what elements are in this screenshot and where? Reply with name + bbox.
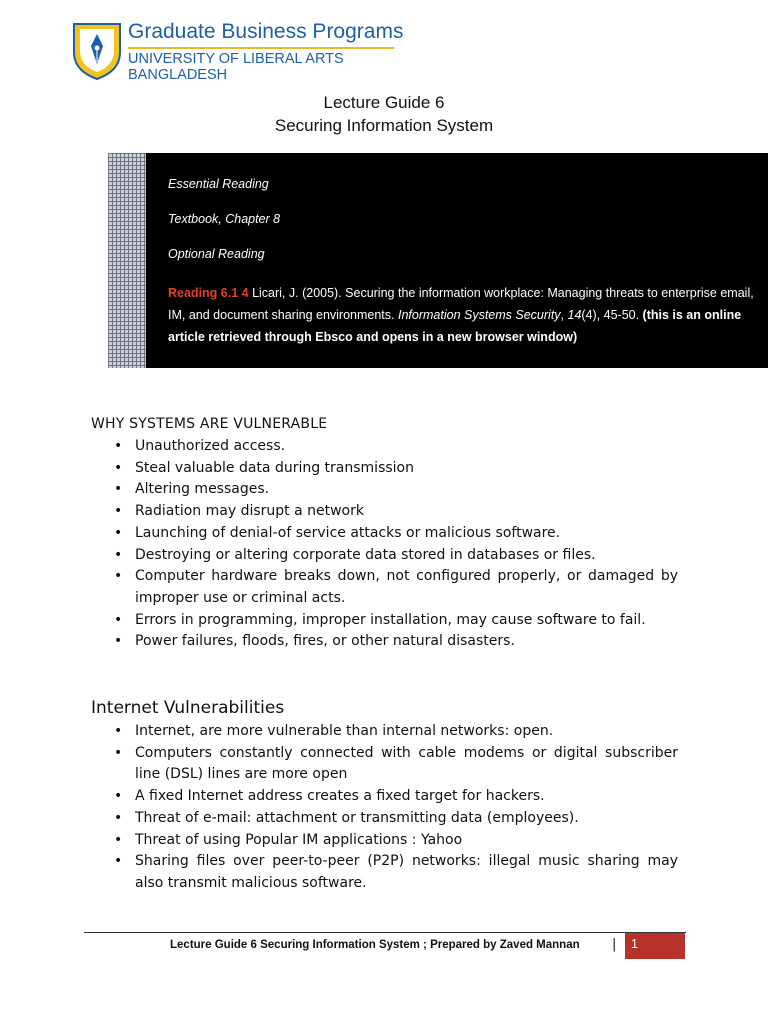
grid-pattern [108, 153, 146, 368]
list-item: • Altering messages. [113, 479, 678, 501]
journal-title: Information Systems Security [397, 308, 561, 322]
internet-vulnerability-list [113, 721, 678, 895]
university-logo [72, 20, 404, 84]
list-item: • Errors in programming, improper installation, may cause software to fail. [113, 610, 678, 632]
page-title: Lecture Guide 6 [323, 93, 445, 112]
list-item: • Power failures, floods, fires, or other natural disasters. [113, 631, 678, 653]
list-item: • A fixed Internet address creates a fixed target for hackers. [113, 786, 678, 808]
list-item: • Threat of e-mail: attachment or transmitting data (employees). [113, 808, 678, 830]
list-item: • Computers constantly connected with cable modems or digital subscriber line (DSL) lines are more open [113, 743, 678, 786]
list-item: • Launching of denial-of service attacks or malicious software. [113, 523, 678, 545]
vulnerability-list [113, 436, 678, 653]
logo-title: Graduate Business Programs [128, 20, 404, 43]
footer-divider [84, 932, 686, 933]
section-heading-internet: Internet Vulnerabilities [91, 698, 285, 718]
page-number: 1 [631, 937, 638, 951]
logo-country: BANGLADESH [128, 67, 228, 83]
essential-reading-label: Essential Reading [168, 177, 269, 191]
optional-reading-label: Optional Reading [168, 247, 265, 261]
list-item: • Steal valuable data during transmission [113, 458, 678, 480]
reading-tag[interactable]: Reading 6.1 4 [168, 286, 249, 300]
list-item: • Internet, are more vulnerable than internal networks: open. [113, 721, 678, 743]
reading-box [108, 153, 768, 368]
crest-icon [72, 22, 122, 80]
reading-reference [168, 282, 758, 348]
list-item: • Destroying or altering corporate data stored in databases or files. [113, 545, 678, 567]
footer-text: Lecture Guide 6 Securing Information System ; Prepared by Zaved Mannan [170, 939, 580, 951]
section-heading-vulnerable: WHY SYSTEMS ARE VULNERABLE [91, 416, 328, 432]
logo-divider [128, 47, 394, 49]
page-subtitle: Securing Information System [274, 116, 494, 135]
page-number-badge [625, 933, 685, 959]
logo-university: UNIVERSITY OF LIBERAL ARTS [128, 51, 344, 67]
article-link-note[interactable]: (this is an online article retrieved through Ebsco and opens in a new browser window) [168, 308, 742, 344]
footer-separator: | [612, 937, 617, 952]
list-item: • Radiation may disrupt a network [113, 501, 678, 523]
list-item: • Unauthorized access. [113, 436, 678, 458]
textbook-chapter: Textbook, Chapter 8 [168, 212, 281, 226]
list-item: • Threat of using Popular IM applications : Yahoo [113, 830, 678, 852]
list-item: • Computer hardware breaks down, not configured properly, or damaged by improper use or criminal acts. [113, 566, 678, 609]
reference-text: Licari, J. (2005). Securing the information workplace: Managing threats to enterprise email, IM, and document sharing environments. [168, 286, 754, 322]
reference-sep: , [560, 308, 568, 322]
journal-volume: 14 [567, 308, 582, 322]
journal-pages: (4), 45-50. [581, 308, 643, 322]
list-item: • Sharing files over peer-to-peer (P2P) networks: illegal music sharing may also transmit malicious software. [113, 851, 678, 894]
